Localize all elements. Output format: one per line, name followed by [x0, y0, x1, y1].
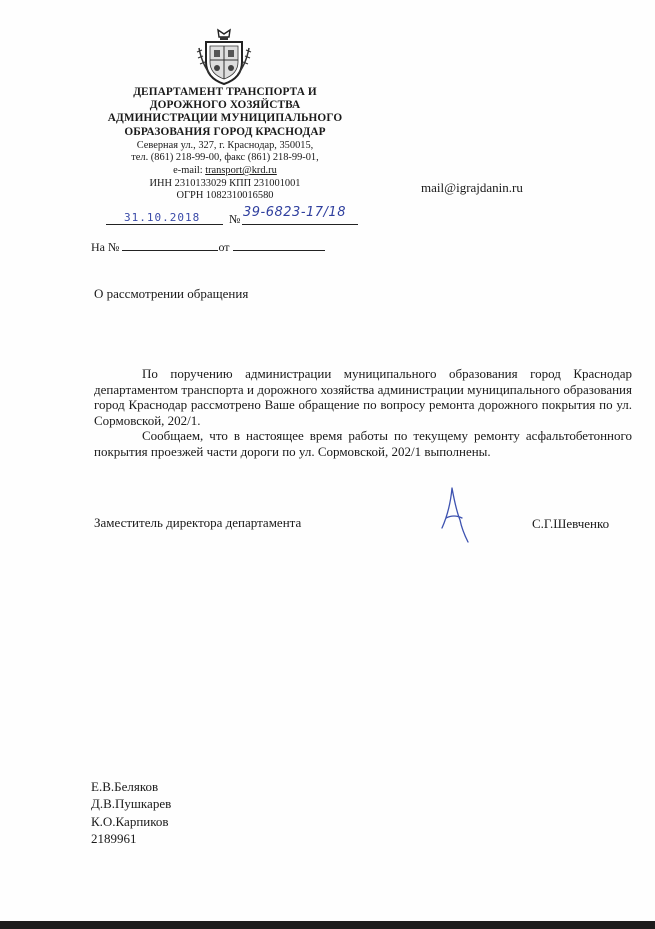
reference-number-label: На №	[91, 240, 120, 254]
organization-address	[96, 140, 354, 203]
reference-number-blank	[122, 240, 218, 251]
executor-item: Д.В.Пушкарев	[91, 796, 172, 812]
number-underline	[242, 224, 358, 225]
executor-phone: 2189961	[91, 831, 137, 847]
letter-body	[94, 366, 632, 460]
address-line: Северная ул., 327, г. Краснодар, 350015,	[136, 139, 314, 151]
handwritten-signature	[438, 484, 472, 544]
signatory-title: Заместитель директора департамента	[94, 515, 302, 530]
executor-item: К.О.Карпиков	[91, 813, 169, 829]
executors-list	[91, 778, 171, 848]
date-underline	[106, 224, 223, 225]
phone-line: тел. (861) 218-99-00, факс (861) 218-99-01,	[131, 152, 319, 164]
email-line: e-mail: transport@krd.ru	[173, 165, 277, 176]
reference-line	[91, 240, 325, 255]
body-paragraph: По поручению администрации муниципального образования город Краснодар департаментом транспорта и дорожного хозяйства администрации муниципального образования город Краснодар рассмотрено Ваше обращение по вопросу ремонта дорожного покрытия по ул. Сормовской, 202/1.	[94, 366, 632, 428]
coat-of-arms-icon	[196, 28, 252, 86]
recipient-email: mail@igrajdanin.ru	[421, 180, 523, 195]
letter-subject: О рассмотрении обращения	[94, 286, 249, 301]
body-paragraph: Сообщаем, что в настоящее время работы по текущему ремонту асфальтобетонного покрытия проезжей части дороги по ул. Сормовской, 202/1 выполнены.	[94, 428, 632, 459]
reference-date-blank	[233, 240, 325, 251]
email-link[interactable]: transport@krd.ru	[205, 165, 277, 176]
inn-line: ИНН 2310133029 КПП 231001001	[149, 177, 301, 189]
registration-number: 39-6823-17/18	[243, 205, 346, 220]
registration-number-label: №	[229, 212, 241, 226]
scan-bottom-edge	[0, 921, 655, 929]
organization-name: ДЕПАРТАМЕНТ ТРАНСПОРТА И ДОРОЖНОГО ХОЗЯЙСТВА АДМИНИСТРАЦИИ МУНИЦИПАЛЬНОГО ОБРАЗОВАНИЯ ГОРОД КРАСНОДАР	[107, 86, 343, 138]
reference-from-label: от	[218, 240, 230, 254]
sender-block	[96, 86, 354, 203]
executor-item: Е.В.Беляков	[91, 779, 159, 794]
signatory-name: С.Г.Шевченко	[532, 516, 610, 531]
ogrn-line: ОГРН 1082310016580	[176, 190, 274, 202]
registration-date: 31.10.2018	[124, 211, 201, 224]
